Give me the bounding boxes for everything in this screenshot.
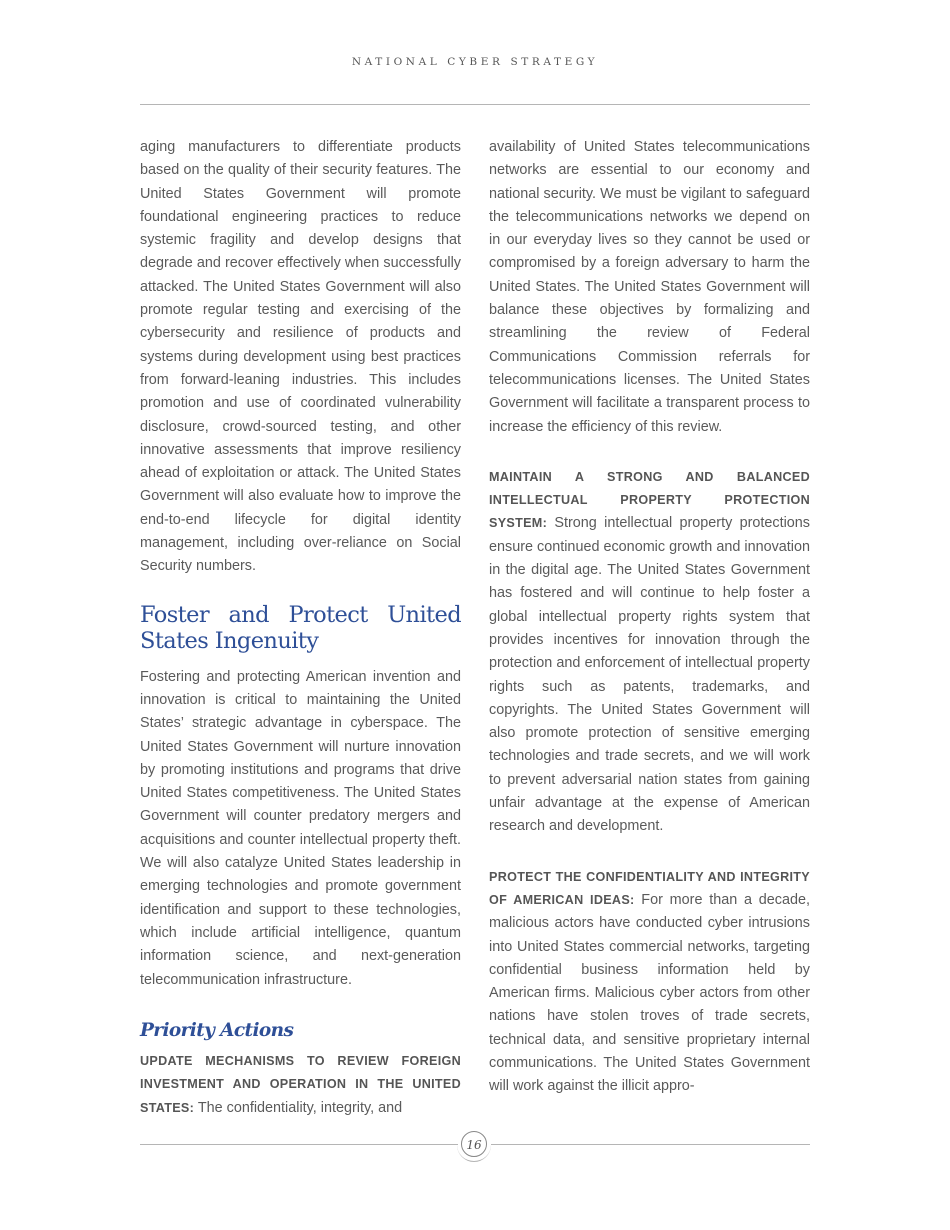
- footer-divider-left: [140, 1144, 458, 1145]
- action-text: For more than a decade, malicious actors have conducted cyber intrusions into United States commercial networks, targeting confidential business information held by American firms. Malicious cyber actors from other nations have stolen troves of trade secrets, technical data, and sensitive proprietary internal communications. The United States Government will work against the illicit appro-: [489, 891, 811, 1095]
- action-paragraph: [489, 866, 810, 1099]
- body-paragraph: Fostering and protecting American invention and innovation is critical to maintaining the United States’ strategic advantage in cyberspace. The United States Government will nurture innovation by promoting institutions and programs that drive United States competitiveness. The United States Government will counter predatory mergers and acquisitions and counter intellectual property theft. We will also catalyze United States leadership in emerging technologies and promote government identification and support to these technologies, which include artificial intelligence, quantum information science, and next-generation telecommunication infrastructure.: [140, 668, 461, 988]
- running-head: NATIONAL CYBER STRATEGY: [351, 56, 599, 68]
- action-paragraph: [140, 1050, 461, 1120]
- header-divider: [140, 104, 810, 105]
- action-paragraph: [489, 466, 810, 839]
- action-text: Strong intellectual property protections ensure continued economic growth and innovation in the digital age. The United States Government has fostered and will continue to help foster a global intellectual property rights system that provides incentives for innovation through the protection and enforcement of intellectual property rights such as patents, trademarks, and copyrights. The United States Government will also promote protection of sensitive emerging technologies and trade secrets, and we will work to prevent adversarial nation states from gaining unfair advantage at the expense of American research and development.: [489, 515, 810, 835]
- priority-actions-heading: Priority Actions: [140, 1019, 294, 1041]
- action-lead: PROTECT THE CONFIDENTIALITY AND INTEGRITY OF AMERICAN IDEAS:: [489, 869, 810, 907]
- body-paragraph: aging manufacturers to differentiate products based on the quality of their security features. The United States Government will promote foundational engineering practices to reduce systemic fragility and develop designs that degrade and recover effectively when successfully attacked. The United States Government will also promote regular testing and exercising of the cybersecurity and resilience of products and systems during development using best practices from forward-leaning industries. This includes promotion and use of coordinated vulnerability disclosure, crowd-sourced testing, and other innovative assessments that improve resiliency ahead of exploitation or attack. The United States Government will also evaluate how to improve the end-to-end lifecycle for digital identity management, including over-reliance on Social Security numbers.: [140, 139, 461, 575]
- action-lead: MAINTAIN A STRONG AND BALANCED INTELLECTUAL PROPERTY PROTECTION SYSTEM:: [489, 469, 810, 531]
- action-text: The confidentiality, integrity, and: [194, 1099, 403, 1116]
- right-column: [489, 136, 810, 1126]
- section-heading: Foster and Protect United States Ingenuity: [140, 601, 461, 654]
- body-paragraph: availability of United States telecommunications networks are essential to our economy and national security. We must be vigilant to safeguard the telecommunications networks we depend on in our everyday lives so they cannot be used or compromised by a foreign adversary to harm the United States. The United States Government will balance these objectives by formalizing and streamlining the review of Federal Communications Commission referrals for telecommunications licenses. The United States Government will facilitate a transparent process to increase the efficiency of this review.: [489, 139, 810, 435]
- page-number: 16: [461, 1131, 487, 1157]
- left-column: [140, 136, 461, 1147]
- action-lead: UPDATE MECHANISMS TO REVIEW FOREIGN INVESTMENT AND OPERATION IN THE UNITED STATES:: [140, 1054, 461, 1115]
- footer-divider-right: [491, 1144, 810, 1145]
